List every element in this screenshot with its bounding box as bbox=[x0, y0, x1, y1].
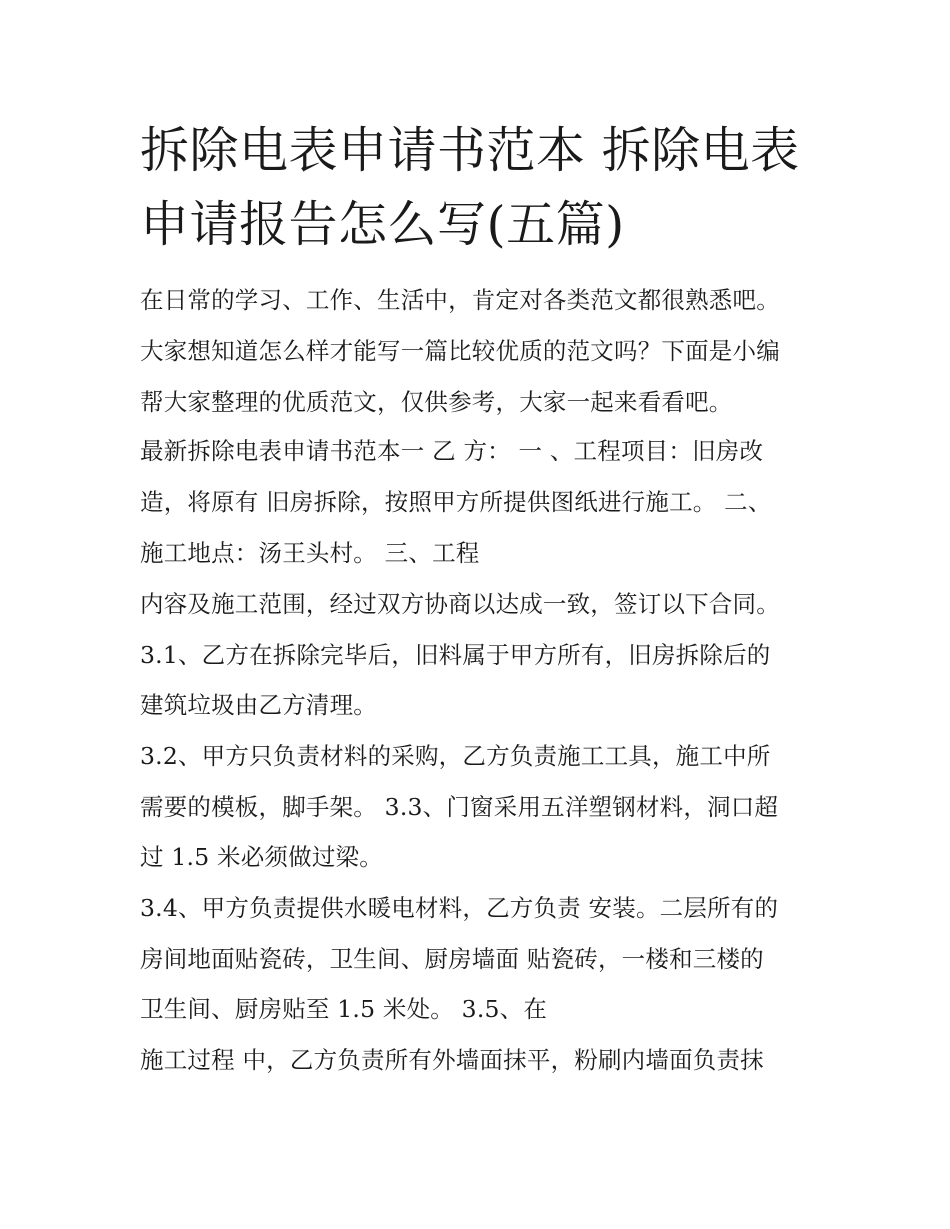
paragraph-line: 3.2、甲方只负责材料的采购，乙方负责施工工具，施工中所 bbox=[140, 742, 771, 770]
paragraph-line: 卫生间、厨房贴至 1.5 米处。 3.5、在 bbox=[140, 995, 548, 1023]
paragraph-line: 需要的模板，脚手架。 3.3、门窗采用五洋塑钢材料，洞口超 bbox=[140, 793, 779, 821]
paragraph-line: 最新拆除电表申请书范本一 乙 方： 一 、工程项目：旧房改 bbox=[140, 437, 764, 465]
paragraph-line: 在日常的学习、工作、生活中，肯定对各类范文都很熟悉吧。 bbox=[140, 286, 780, 314]
paragraph-line: 造，将原有 旧房拆除，按照甲方所提供图纸进行施工。 二、 bbox=[140, 488, 772, 516]
paragraph-line: 大家想知道怎么样才能写一篇比较优质的范文吗？下面是小编 bbox=[140, 337, 780, 365]
paragraph-line: 施工地点：汤王头村。 三、工程 bbox=[140, 539, 480, 567]
paragraph-line: 过 1.5 米必须做过梁。 bbox=[140, 843, 383, 871]
paragraph-line: 3.4、甲方负责提供水暖电材料，乙方负责 安装。二层所有的 bbox=[140, 894, 779, 922]
paragraph-line: 建筑垃圾由乙方清理。 bbox=[140, 691, 377, 719]
document-title-line-2: 申请报告怎么写(五篇) bbox=[140, 196, 625, 253]
paragraph-line: 内容及施工范围，经过双方协商以达成一致，签订以下合同。 bbox=[140, 590, 780, 618]
paragraph-line: 帮大家整理的优质范文，仅供参考，大家一起来看看吧。 bbox=[140, 388, 733, 416]
paragraph-line: 房间地面贴瓷砖，卫生间、厨房墙面 贴瓷砖，一楼和三楼的 bbox=[140, 945, 764, 973]
document-title-line-1: 拆除电表申请书范本 拆除电表 bbox=[140, 122, 800, 179]
paragraph-line: 3.1、乙方在拆除完毕后，旧料属于甲方所有，旧房拆除后的 bbox=[140, 641, 771, 669]
paragraph-line: 施工过程 中，乙方负责所有外墙面抹平，粉刷内墙面负责抹 bbox=[140, 1046, 764, 1074]
